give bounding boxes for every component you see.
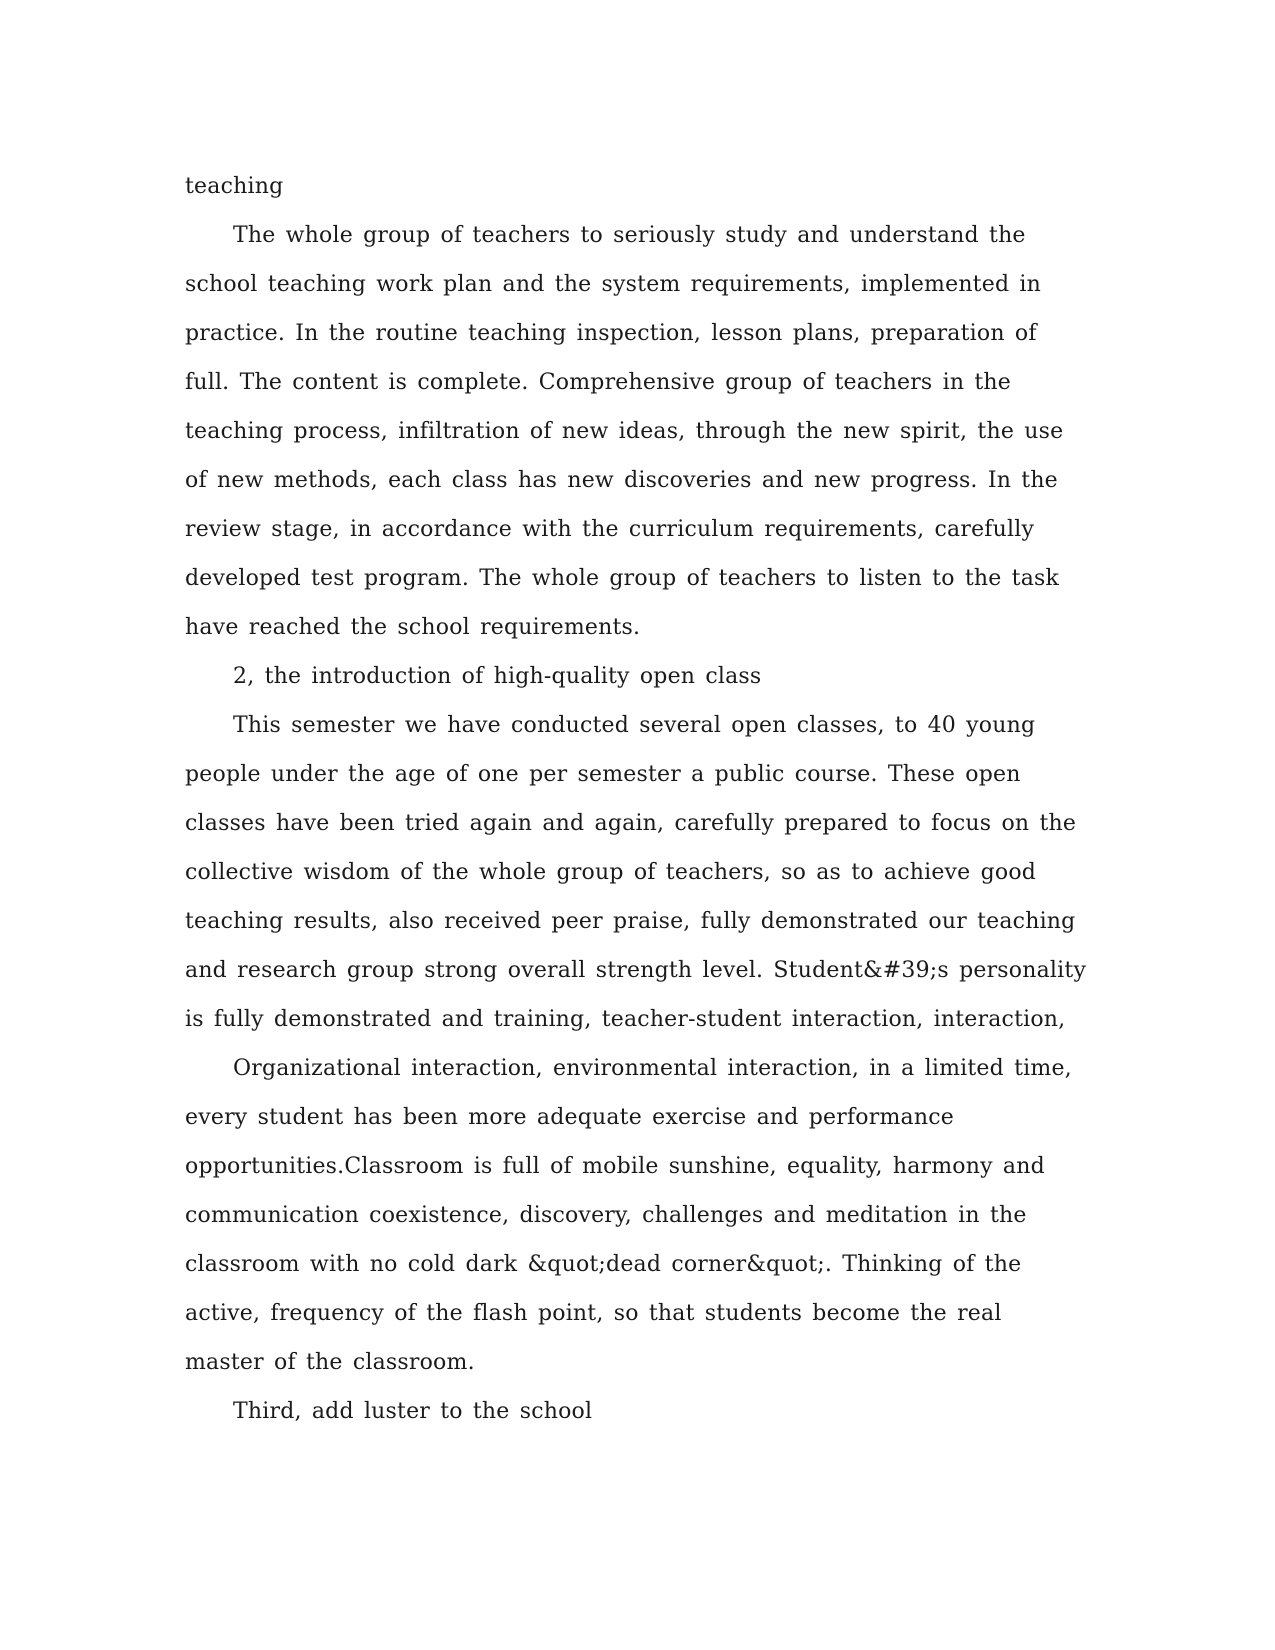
paragraph-organizational-interaction: Organizational interaction, environmental interaction, in a limited time, every student has been more adequate exercise and performance opportunities.Classroom is full of mobile sunshine, equality, harmony and communication coexistence, discovery, challenges and meditation in the classroom with no cold dark &quot;dead corner&quot;. Thinking of the active, frequency of the flash point, so that students become the real master of the classroom. <box>185 1056 1072 1375</box>
paragraph-open-class-heading: 2, the introduction of high-quality open class <box>233 664 762 689</box>
document-body <box>185 162 1090 1436</box>
paragraph-teaching-plan: The whole group of teachers to seriously study and understand the school teaching work plan and the system requirements, implemented in practice. In the routine teaching inspection, lesson plans, preparation of full. The content is complete. Comprehensive group of teachers in the teaching process, infiltration of new ideas, through the new spirit, the use of new methods, each class has new discoveries and new progress. In the review stage, in accordance with the curriculum requirements, carefully developed test program. The whole group of teachers to listen to the task have reached the school requirements. <box>185 223 1064 640</box>
paragraph-teaching-heading: teaching <box>185 174 284 199</box>
paragraph-third-heading: Third, add luster to the school <box>233 1399 593 1424</box>
paragraph-open-classes: This semester we have conducted several open classes, to 40 young people under the age of one per semester a public course. These open classes have been tried again and again, carefully prepared to focus on the collective wisdom of the whole group of teachers, so as to achieve good teaching results, also received peer praise, fully demonstrated our teaching and research group strong overall strength level. Student&#39;s personality is fully demonstrated and training, teacher-student interaction, interaction, <box>185 713 1087 1032</box>
